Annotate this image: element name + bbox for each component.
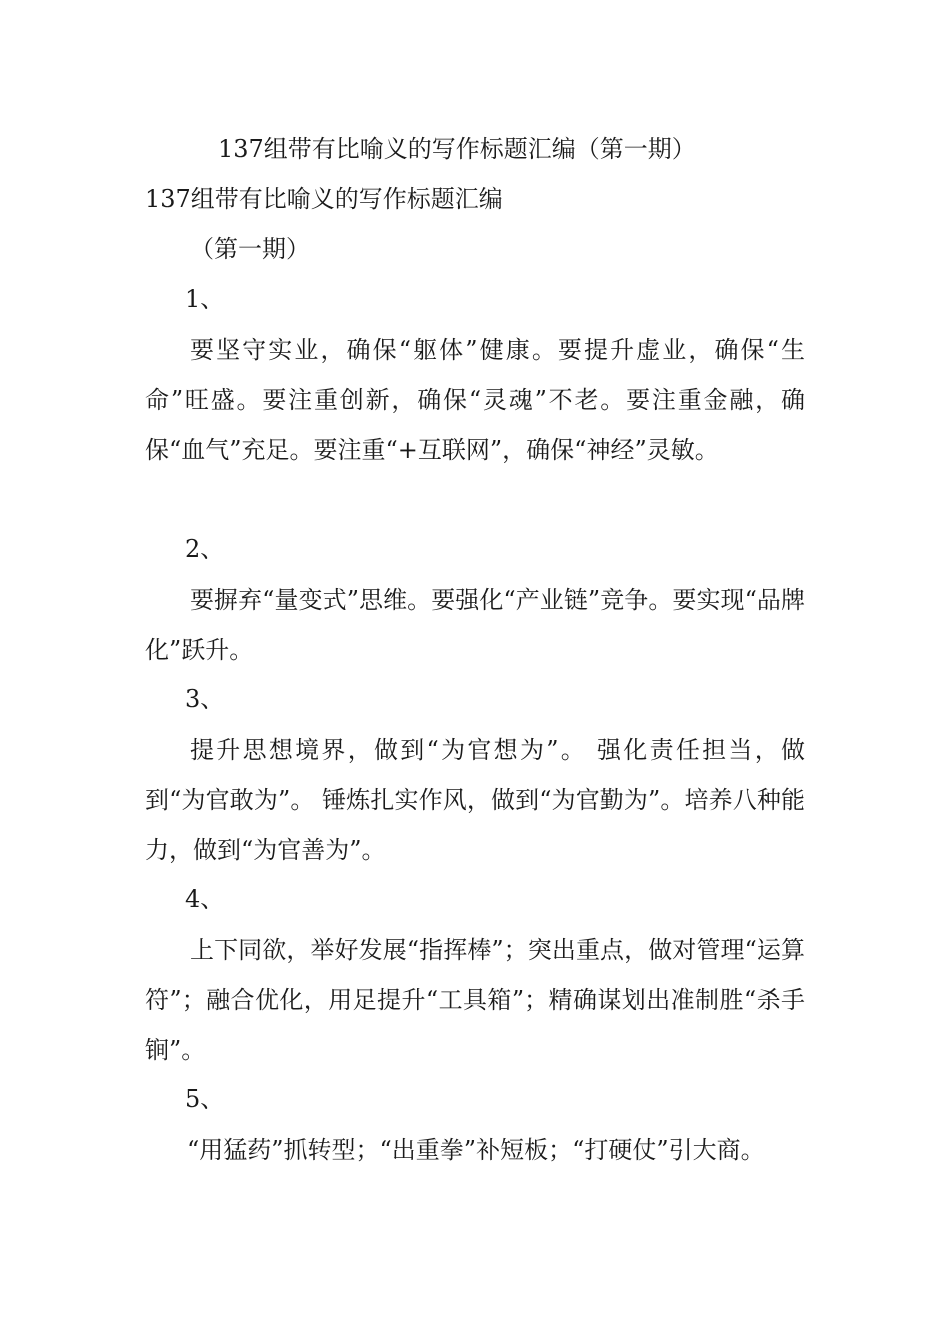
section-paragraph: “用猛药”抓转型；“出重拳”补短板；“打硬仗”引大商。 [187, 1136, 765, 1164]
document-title: 137组带有比喻义的写作标题汇编（第一期） [218, 135, 696, 163]
section-paragraph: 提升思想境界，做到“为官想为”。 强化责任担当，做到“为官敢为”。 锤炼扎实作风，做到“为官勤为”。培养八种能力，做到“为官善为”。 [145, 736, 805, 864]
section-number: 5、 [185, 1085, 225, 1113]
section-number: 1、 [185, 285, 225, 313]
section-number: 4、 [185, 885, 225, 913]
section-paragraph: 上下同欲，举好发展“指挥棒”；突出重点，做对管理“运算符”；融合优化，用足提升“工具箱”；精确谋划出准制胜“杀手锏”。 [145, 936, 805, 1064]
document-subtitle: 137组带有比喻义的写作标题汇编 [145, 185, 503, 213]
section-paragraph: 要坚守实业，确保“躯体”健康。要提升虚业，确保“生命”旺盛。要注重创新，确保“灵魂”不老。要注重金融，确保“血气”充足。要注重“+互联网”，确保“神经”灵敏。 [145, 336, 805, 464]
section-paragraph: 要摒弃“量变式”思维。要强化“产业链”竞争。要实现“品牌化”跃升。 [145, 586, 805, 664]
section-number: 2、 [185, 535, 225, 563]
issue-label: （第一期） [190, 235, 310, 263]
section-number: 3、 [185, 685, 225, 713]
